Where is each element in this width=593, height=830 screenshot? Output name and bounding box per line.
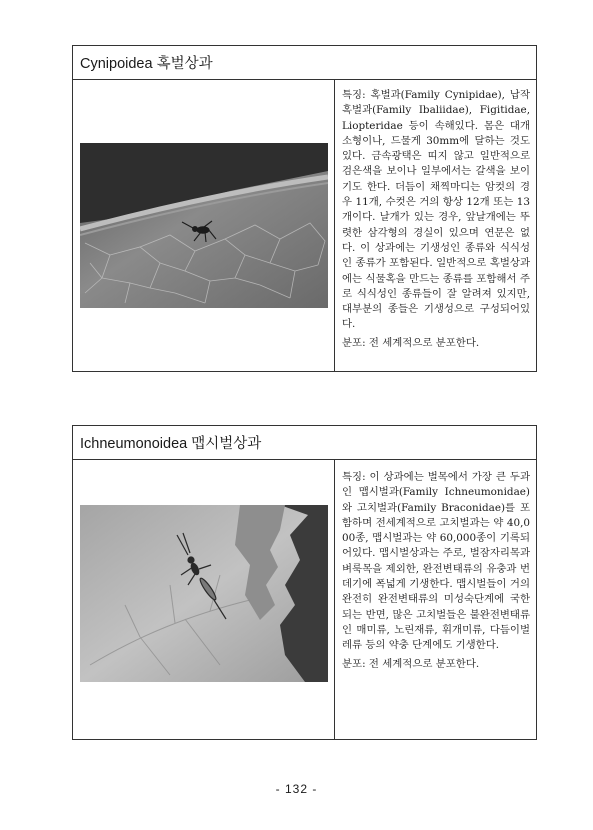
- distribution-text: 분포: 전 세계적으로 분포한다.: [342, 657, 480, 670]
- section-body: [73, 80, 536, 371]
- section-title: Ichneumonoidea 맵시벌상과: [73, 426, 536, 460]
- features-text: 특징: 혹벌과(Family Cynipidae), 납작혹벌과(Family Ibaliidae), Figitidae, Liopteridae 등이 속해있다. 몸은 대개 소형이나, 드물게 30mm에 달하는 것도 있다. 금속광택은 띠지 않고 일반적으로 검은색을 보이나 일부에서는 갈색을 보이기도 한다. 더듬이 채찍마디는 암컷의 경우 11개, 수컷은 거의 항상 12개 또는 13개이다. 날개가 있는 경우, 앞날개에는 뚜렷한 삼각형의 경실이 있으며 연문은 없다. 이 상과에는 기생성인 종류와 식식성인 종류가 포함된다. 일반적으로 혹벌상과에는 식물혹을 만드는 종류를 포함해서 주로 식식성인 종류들이 잘 알려져 있지만, 대부분의 종들은 기생성으로 구성되어있다.: [342, 89, 530, 331]
- section-title: Cynipoidea 혹벌상과: [73, 46, 536, 80]
- distribution-text: 분포: 전 세계적으로 분포한다.: [342, 336, 480, 349]
- column-divider: [334, 460, 335, 739]
- column-divider: [334, 80, 335, 371]
- section-description: [342, 470, 530, 672]
- section-description: [342, 88, 530, 351]
- page-number: - 132 -: [275, 782, 318, 796]
- section-body: [73, 460, 536, 739]
- gall-wasp-photo: [80, 143, 328, 308]
- section-ichneumonoidea: [72, 425, 537, 740]
- section-cynipoidea: [72, 45, 537, 372]
- features-text: 특징: 이 상과에는 벌목에서 가장 큰 두과인 맵시벌과(Family Ichneumonidae)와 고치벌과(Family Braconidae)를 포함하며 전세계적으로 고치벌과는 약 40,000종, 맵시벌과는 약 60,000종이 기록되어있다. 맵시벌상과는 주로, 벌잠자리목과 벼룩목을 제외한, 완전변태류의 유충과 번데기에 폭넓게 기생한다. 맵시벌들이 거의 완전히 완전변태류의 미성숙단계에 국한되는 반면, 많은 고치벌들은 불완전변태류인 매미류, 노린재류, 휘개미류, 다듬이벌레류 등의 약충 단계에도 기생한다.: [342, 471, 530, 652]
- ichneumon-wasp-photo: [80, 505, 328, 682]
